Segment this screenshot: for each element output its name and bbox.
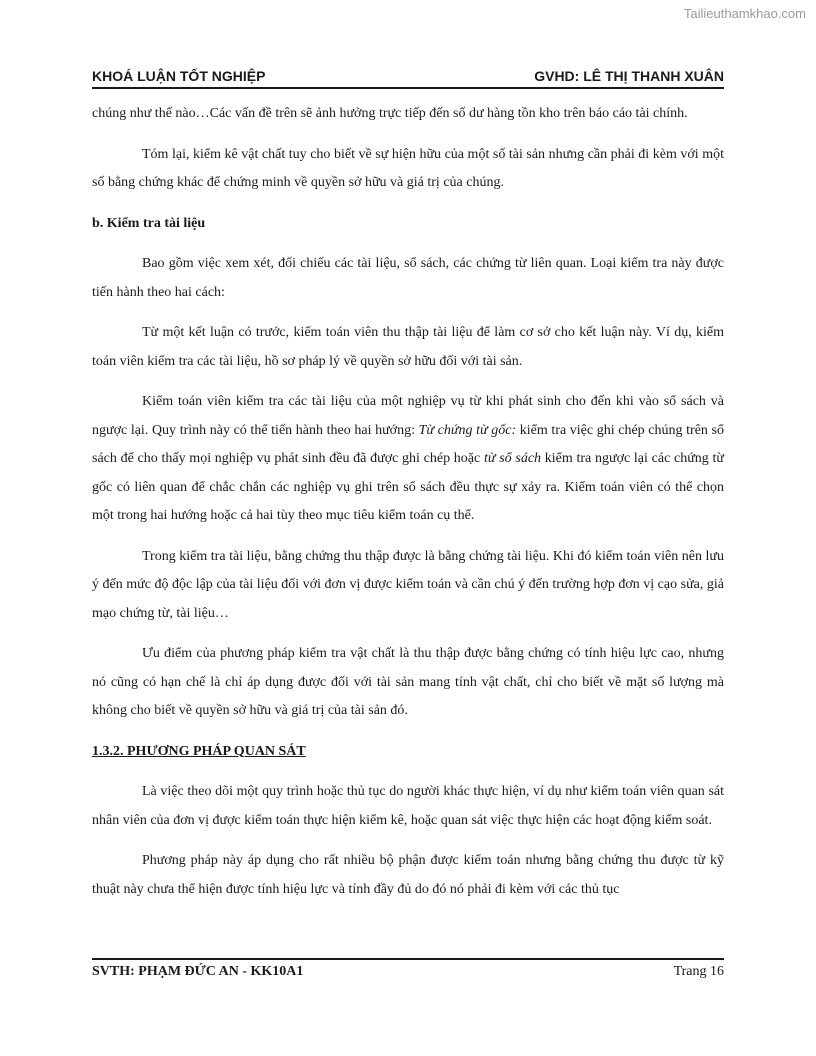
paragraph-5	[92, 388, 724, 531]
page-header	[92, 58, 724, 89]
paragraph-7: Ưu điểm của phương pháp kiểm tra vật chất là thu thập được bằng chứng có tính hiệu lực cao, nhưng nó cũng có hạn chế là chỉ áp dụng được đối với tài sản mang tính vật chất, chỉ cho biết về mặt số lượng mà không cho biết về quyền sở hữu và giá trị của tài sản đó.	[92, 646, 724, 718]
header-advisor: GVHD: LÊ THỊ THANH XUÂN	[534, 68, 724, 84]
paragraph-6: Trong kiểm tra tài liệu, bằng chứng thu thập được là bằng chứng tài liệu. Khi đó kiểm toán viên nên lưu ý đến mức độ độc lập của tài liệu đối với đơn vị được kiểm toán và cần chú ý đến trường hợp đơn vị cạo sửa, giả mạo chứng từ, tài liệu…	[92, 548, 724, 621]
paragraph-5-part-b: kiểm tra việc ghi chép chúng trên sổ sách để cho thấy mọi nghiệp vụ phát sinh đều đã được ghi chép hoặc	[92, 422, 724, 466]
paragraph-5-part-c: kiểm tra ngược lại các chứng từ gốc có liên quan để chắc chắn các nghiệp vụ ghi trên sổ sách đều thực sự xảy ra. Kiểm toán viên có thể chọn một trong hai hướng hoặc cả hai tùy theo mục tiêu kiểm toán cụ thể.	[92, 451, 725, 523]
section-heading	[92, 738, 724, 767]
footer-student: SVTH: PHẠM ĐỨC AN - KK10A1	[92, 964, 304, 979]
subheading-b: b. Kiểm tra tài liệu	[92, 215, 206, 231]
paragraph-9: Phương pháp này áp dụng cho rất nhiều bộ phận được kiểm toán nhưng bằng chứng thu được từ kỹ thuật này chưa thể hiện được tính hiệu lực và tính đầy đủ do đó nó phải đi kèm với các thủ tục	[92, 853, 724, 897]
paragraph-5-emphasis-1: Từ chứng từ gốc:	[418, 422, 517, 438]
paragraph-8: Là việc theo dõi một quy trình hoặc thủ tục do người khác thực hiện, ví dụ như kiểm toán viên quan sát nhân viên của đơn vị được kiểm toán thực hiện kiểm kê, hoặc quan sát việc thực hiện các hoạt động kiểm soát.	[92, 784, 724, 828]
watermark: Tailieuthamkhao.com	[683, 6, 806, 21]
section-heading-text: 1.3.2. PHƯƠNG PHÁP QUAN SÁT	[92, 743, 306, 759]
paragraph-4: Từ một kết luận có trước, kiểm toán viên thu thập tài liệu để làm cơ sở cho kết luận này. Ví dụ, kiểm toán viên kiểm tra các tài liệu, hồ sơ pháp lý về quyền sở hữu đối với tài sản.	[92, 325, 724, 369]
paragraph-3: Bao gồm việc xem xét, đối chiếu các tài liệu, sổ sách, các chứng từ liên quan. Loại kiểm tra này được tiến hành theo hai cách:	[92, 256, 724, 300]
footer-page-number: Trang 16	[673, 964, 724, 979]
page-content	[92, 100, 724, 916]
paragraph-5-part-a: Kiểm toán viên kiểm tra các tài liệu của một nghiệp vụ từ khi phát sinh cho đến khi vào sổ sách và ngược lại. Quy trình này có thể tiến hành theo hai hướng:	[92, 394, 724, 438]
paragraph-1: chúng như thế nào…Các vấn đề trên sẽ ảnh hưởng trực tiếp đến số dư hàng tồn kho trên báo cáo tài chính.	[92, 106, 688, 121]
paragraph-5-emphasis-2: từ sổ sách	[483, 451, 542, 466]
paragraph-2: Tóm lại, kiểm kê vật chất tuy cho biết về sự hiện hữu của một số tài sản nhưng cần phải đi kèm với một số bằng chứng khác để chứng minh về quyền sở hữu và giá trị của chúng.	[92, 146, 724, 190]
page-footer	[92, 958, 724, 990]
header-thesis-title: KHOÁ LUẬN TỐT NGHIỆP	[92, 68, 266, 84]
